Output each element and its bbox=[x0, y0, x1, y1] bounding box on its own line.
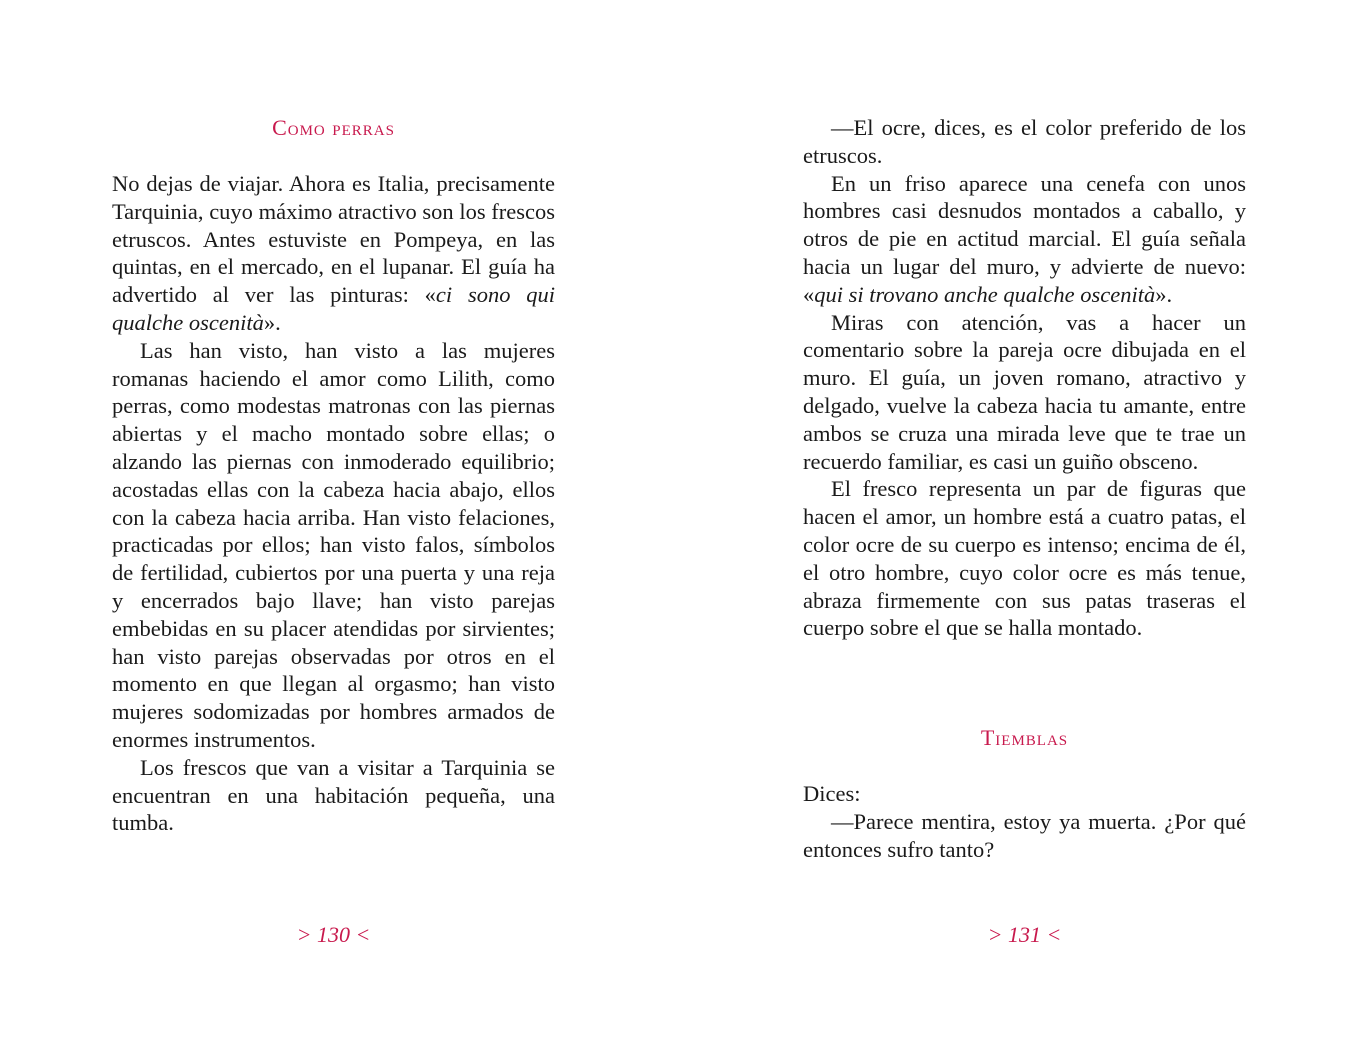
paragraph bbox=[803, 170, 1246, 309]
paragraph-text: No dejas de viajar. Ahora es Italia, precisamente Tarquinia, cuyo máximo atractivo son los frescos etruscos. Antes estuviste en Pompeya, en las quintas, en el mercado, en el lupanar. El guía ha advertido al ver las pinturas: « bbox=[112, 171, 555, 308]
paragraph bbox=[112, 170, 555, 337]
left-body-text bbox=[112, 170, 555, 837]
paragraph: —Parece mentira, estoy ya muerta. ¿Por qué entonces sufro tanto? bbox=[803, 808, 1246, 862]
right-body-text bbox=[803, 114, 1246, 642]
paragraph: Miras con atención, vas a hacer un comentario sobre la pareja ocre dibujada en el muro. El guía, un joven romano, atractivo y delgado, vuelve la cabeza hacia tu amante, entre ambos se cruza una mirada leve que te trae un recuerdo familiar, es casi un guiño obsceno. bbox=[803, 309, 1246, 474]
paragraph: Los frescos que van a visitar a Tarquinia se encuentran en una habitación pequeña, una tumba. bbox=[112, 754, 555, 836]
paragraph: Las han visto, han visto a las mujeres romanas haciendo el amor como Lilith, como perras, como modestas matronas con las piernas abiertas y el macho montado sobre ellas; o alzando las piernas con inmoderado equilibrio; acostadas ellas con la cabeza hacia abajo, ellos con la cabeza hacia arriba. Han visto felaciones, practicadas por ellos; han visto falos, símbolos de fertilidad, cubiertos por una puerta y una reja y encerrados bajo llave; han visto parejas embebidas en su placer atendidas por sirvientes; han visto parejas observadas por otros en el momento en que llegan al orgasmo; han visto mujeres sodomizadas por hombres armados de enormes instrumentos. bbox=[112, 337, 555, 752]
right-body-text-2 bbox=[803, 780, 1246, 863]
page-number: > 130 < bbox=[296, 922, 371, 947]
paragraph-text: ». bbox=[1155, 281, 1173, 307]
paragraph-text: ». bbox=[263, 309, 281, 335]
paragraph: —El ocre, dices, es el color preferido de los etruscos. bbox=[803, 115, 1246, 168]
paragraph-text: En un friso aparece una cenefa con unos hombres casi desnudos montados a caballo, y otros de pie en actitud marcial. El guía señala hacia un lugar del muro, y advierte de nuevo: « bbox=[803, 170, 1246, 307]
italic-quote: qui si trovano anche qualche oscenità bbox=[814, 281, 1156, 307]
paragraph: Dices: bbox=[803, 781, 861, 806]
page-number: > 131 < bbox=[987, 922, 1062, 947]
paragraph: El fresco representa un par de figuras que hacen el amor, un hombre está a cuatro patas, el color ocre de su cuerpo es intenso; encima de él, el otro hombre, cuyo color ocre es más tenue, abraza firmemente con sus patas traseras el cuerpo sobre el que se halla montado. bbox=[803, 476, 1246, 641]
italic-quote: ci sono qui qualche oscenità bbox=[112, 282, 555, 335]
chapter-heading-tiemblas: Tiemblas bbox=[980, 725, 1069, 750]
chapter-heading-como-perras: Como perras bbox=[272, 115, 395, 140]
